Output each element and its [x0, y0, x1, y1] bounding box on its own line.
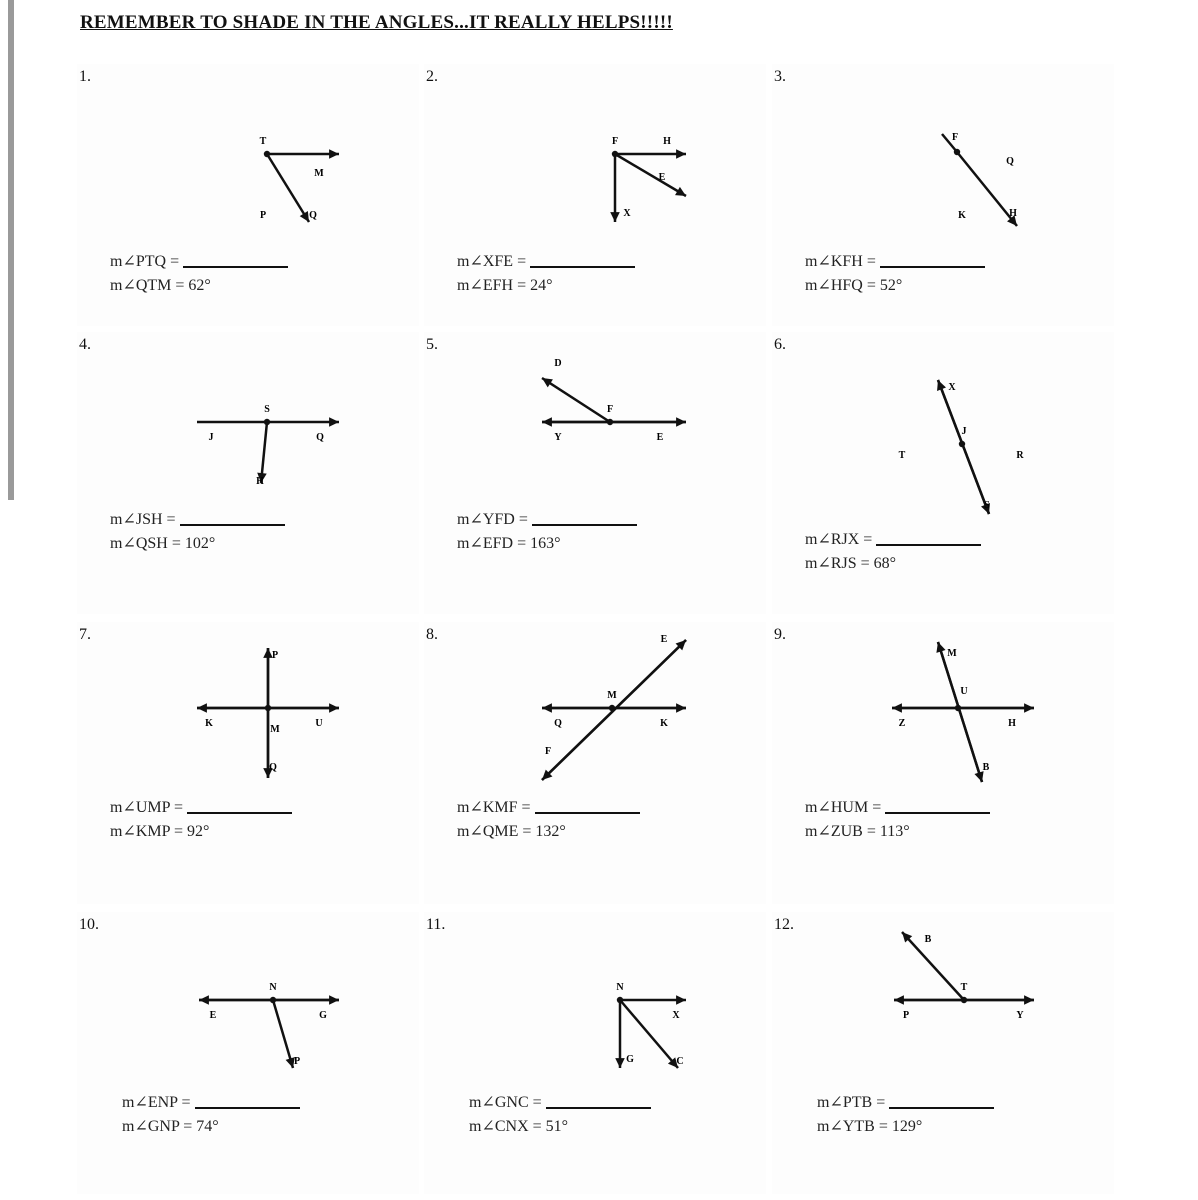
vertex-point: [609, 705, 615, 711]
point-label: F: [611, 136, 619, 147]
given-angle-text: m∠YTB = 129°: [817, 1118, 923, 1135]
arrowhead: [610, 212, 620, 222]
answer-blank[interactable]: [889, 1093, 994, 1109]
point-label: H: [1008, 718, 1016, 729]
vertex-point: [264, 151, 270, 157]
point-label: Q: [554, 718, 562, 729]
ray-line: [615, 154, 686, 196]
vertex-point: [617, 997, 623, 1003]
arrowhead: [542, 703, 552, 713]
given-angle-text: m∠KMP = 92°: [110, 823, 210, 840]
angle-figure: [424, 912, 766, 1194]
problem-cell-7: [77, 622, 419, 904]
point-label: D: [554, 358, 562, 369]
find-angle-line: [469, 1092, 651, 1112]
problem-cell-9: [772, 622, 1114, 904]
point-label: C: [676, 1056, 684, 1067]
point-label: M: [947, 648, 957, 659]
point-label: U: [960, 686, 968, 697]
answer-blank[interactable]: [187, 798, 292, 814]
given-angle-text: m∠QME = 132°: [457, 823, 566, 840]
arrowhead: [892, 703, 902, 713]
ray-line: [902, 932, 964, 1000]
find-angle-line: [110, 797, 292, 817]
point-label: B: [982, 762, 990, 773]
angle-figure: [424, 622, 766, 904]
given-angle-text: m∠QTM = 62°: [110, 277, 211, 294]
point-label: G: [319, 1010, 327, 1021]
answer-blank[interactable]: [532, 510, 637, 526]
point-label: P: [902, 1010, 910, 1021]
worksheet-header: REMEMBER TO SHADE IN THE ANGLES...IT REALLY HELPS!!!!!: [80, 12, 673, 33]
problem-number: 8.: [426, 626, 438, 643]
point-label: U: [315, 718, 323, 729]
point-label: K: [205, 718, 213, 729]
point-label: T: [259, 136, 267, 147]
point-label: J: [208, 432, 214, 443]
problem-number: 1.: [79, 68, 91, 85]
ray-line: [273, 1000, 293, 1068]
point-label: Y: [1016, 1010, 1024, 1021]
vertex-point: [961, 997, 967, 1003]
point-label: F: [606, 404, 614, 415]
problem-cell-8: [424, 622, 766, 904]
point-label: P: [259, 210, 267, 221]
vertex-point: [959, 441, 965, 447]
vertex-point: [955, 705, 961, 711]
problem-number: 2.: [426, 68, 438, 85]
find-angle-text: m∠UMP =: [110, 799, 183, 816]
problem-cell-6: [772, 332, 1114, 614]
point-label: F: [544, 746, 552, 757]
ray-line: [267, 154, 309, 222]
angle-figure: [424, 332, 766, 614]
point-label: Z: [898, 718, 906, 729]
find-angle-line: [805, 529, 981, 549]
problem-cell-3: [772, 64, 1114, 326]
answer-blank[interactable]: [535, 798, 640, 814]
find-angle-text: m∠RJX =: [805, 531, 873, 548]
point-label: E: [658, 172, 666, 183]
given-angle-text: m∠HFQ = 52°: [805, 277, 903, 294]
given-angle-text: m∠ZUB = 113°: [805, 823, 910, 840]
answer-blank[interactable]: [880, 252, 985, 268]
arrowhead: [197, 703, 207, 713]
point-label: N: [269, 982, 277, 993]
problem-number: 12.: [774, 916, 794, 933]
point-label: Q: [309, 210, 317, 221]
vertex-point: [607, 419, 613, 425]
arrowhead: [676, 995, 686, 1005]
point-label: E: [656, 432, 664, 443]
problem-number: 10.: [79, 916, 99, 933]
angle-figure: [772, 912, 1114, 1194]
point-label: F: [951, 132, 959, 143]
point-label: X: [948, 382, 956, 393]
left-edge-bar: [8, 0, 14, 500]
find-angle-line: [817, 1092, 994, 1112]
problem-cell-12: [772, 912, 1114, 1194]
find-angle-text: m∠GNC =: [469, 1094, 542, 1111]
answer-blank[interactable]: [180, 510, 285, 526]
point-label: M: [607, 690, 617, 701]
angle-figure: [772, 622, 1114, 904]
point-label: N: [616, 982, 624, 993]
point-label: P: [293, 1056, 301, 1067]
answer-blank[interactable]: [183, 252, 288, 268]
given-angle-text: m∠RJS = 68°: [805, 555, 897, 572]
answer-blank[interactable]: [195, 1093, 300, 1109]
problem-cell-10: [77, 912, 419, 1194]
answer-blank[interactable]: [546, 1093, 651, 1109]
problem-cell-2: [424, 64, 766, 326]
find-angle-line: [457, 797, 640, 817]
point-label: T: [898, 450, 906, 461]
given-angle-text: m∠EFH = 24°: [457, 277, 553, 294]
vertex-point: [954, 149, 960, 155]
problem-number: 11.: [426, 916, 446, 933]
arrowhead: [894, 995, 904, 1005]
answer-blank[interactable]: [876, 530, 981, 546]
find-angle-text: m∠JSH =: [110, 511, 176, 528]
find-angle-line: [110, 251, 288, 271]
point-label: M: [314, 168, 324, 179]
point-label: K: [958, 210, 966, 221]
angle-figure: [77, 332, 419, 614]
find-angle-line: [110, 509, 285, 529]
given-angle-text: m∠CNX = 51°: [469, 1118, 569, 1135]
arrowhead: [676, 149, 686, 159]
problem-cell-4: [77, 332, 419, 614]
point-label: G: [626, 1054, 634, 1065]
angle-figure: [77, 912, 419, 1194]
point-label: X: [672, 1010, 680, 1021]
ray-line: [542, 378, 610, 422]
point-label: Q: [1006, 156, 1014, 167]
point-label: H: [256, 476, 264, 487]
find-angle-line: [122, 1092, 300, 1112]
given-angle-text: m∠GNP = 74°: [122, 1118, 219, 1135]
vertex-point: [265, 705, 271, 711]
arrowhead: [615, 1058, 625, 1068]
point-label: S: [984, 500, 990, 511]
given-angle-text: m∠EFD = 163°: [457, 535, 561, 552]
find-angle-text: m∠ENP =: [122, 1094, 191, 1111]
point-label: J: [961, 426, 967, 437]
angle-figure: [77, 622, 419, 904]
vertex-point: [270, 997, 276, 1003]
arrowhead: [199, 995, 209, 1005]
find-angle-text: m∠KMF =: [457, 799, 531, 816]
arrowhead: [329, 149, 339, 159]
find-angle-text: m∠PTQ =: [110, 253, 180, 270]
find-angle-text: m∠KFH =: [805, 253, 876, 270]
point-label: T: [960, 982, 968, 993]
point-label: Q: [269, 762, 277, 773]
problem-number: 6.: [774, 336, 786, 353]
point-label: Q: [316, 432, 324, 443]
point-label: X: [623, 208, 631, 219]
problem-cell-1: [77, 64, 419, 326]
vertex-point: [612, 151, 618, 157]
find-angle-text: m∠XFE =: [457, 253, 527, 270]
problem-number: 5.: [426, 336, 438, 353]
point-label: E: [660, 634, 668, 645]
find-angle-text: m∠PTB =: [817, 1094, 886, 1111]
point-label: K: [660, 718, 668, 729]
point-label: H: [663, 136, 671, 147]
problem-number: 7.: [79, 626, 91, 643]
find-angle-text: m∠HUM =: [805, 799, 882, 816]
point-label: Y: [554, 432, 562, 443]
answer-blank[interactable]: [885, 798, 990, 814]
vertex-point: [264, 419, 270, 425]
find-angle-line: [457, 509, 637, 529]
point-label: B: [924, 934, 932, 945]
problem-number: 3.: [774, 68, 786, 85]
given-angle-text: m∠QSH = 102°: [110, 535, 216, 552]
point-label: M: [270, 724, 280, 735]
find-angle-text: m∠YFD =: [457, 511, 528, 528]
point-label: R: [1016, 450, 1024, 461]
problem-cell-5: [424, 332, 766, 614]
problem-number: 4.: [79, 336, 91, 353]
point-label: P: [271, 650, 279, 661]
arrowhead: [329, 417, 339, 427]
arrowhead: [542, 417, 552, 427]
find-angle-line: [805, 251, 985, 271]
find-angle-line: [805, 797, 990, 817]
answer-blank[interactable]: [530, 252, 635, 268]
point-label: S: [264, 404, 270, 415]
find-angle-line: [457, 251, 635, 271]
ray-line: [938, 642, 982, 782]
problem-number: 9.: [774, 626, 786, 643]
point-label: H: [1009, 208, 1017, 219]
problem-cell-11: [424, 912, 766, 1194]
arrowhead: [936, 642, 945, 653]
point-label: E: [209, 1010, 217, 1021]
ray-line: [938, 380, 989, 514]
